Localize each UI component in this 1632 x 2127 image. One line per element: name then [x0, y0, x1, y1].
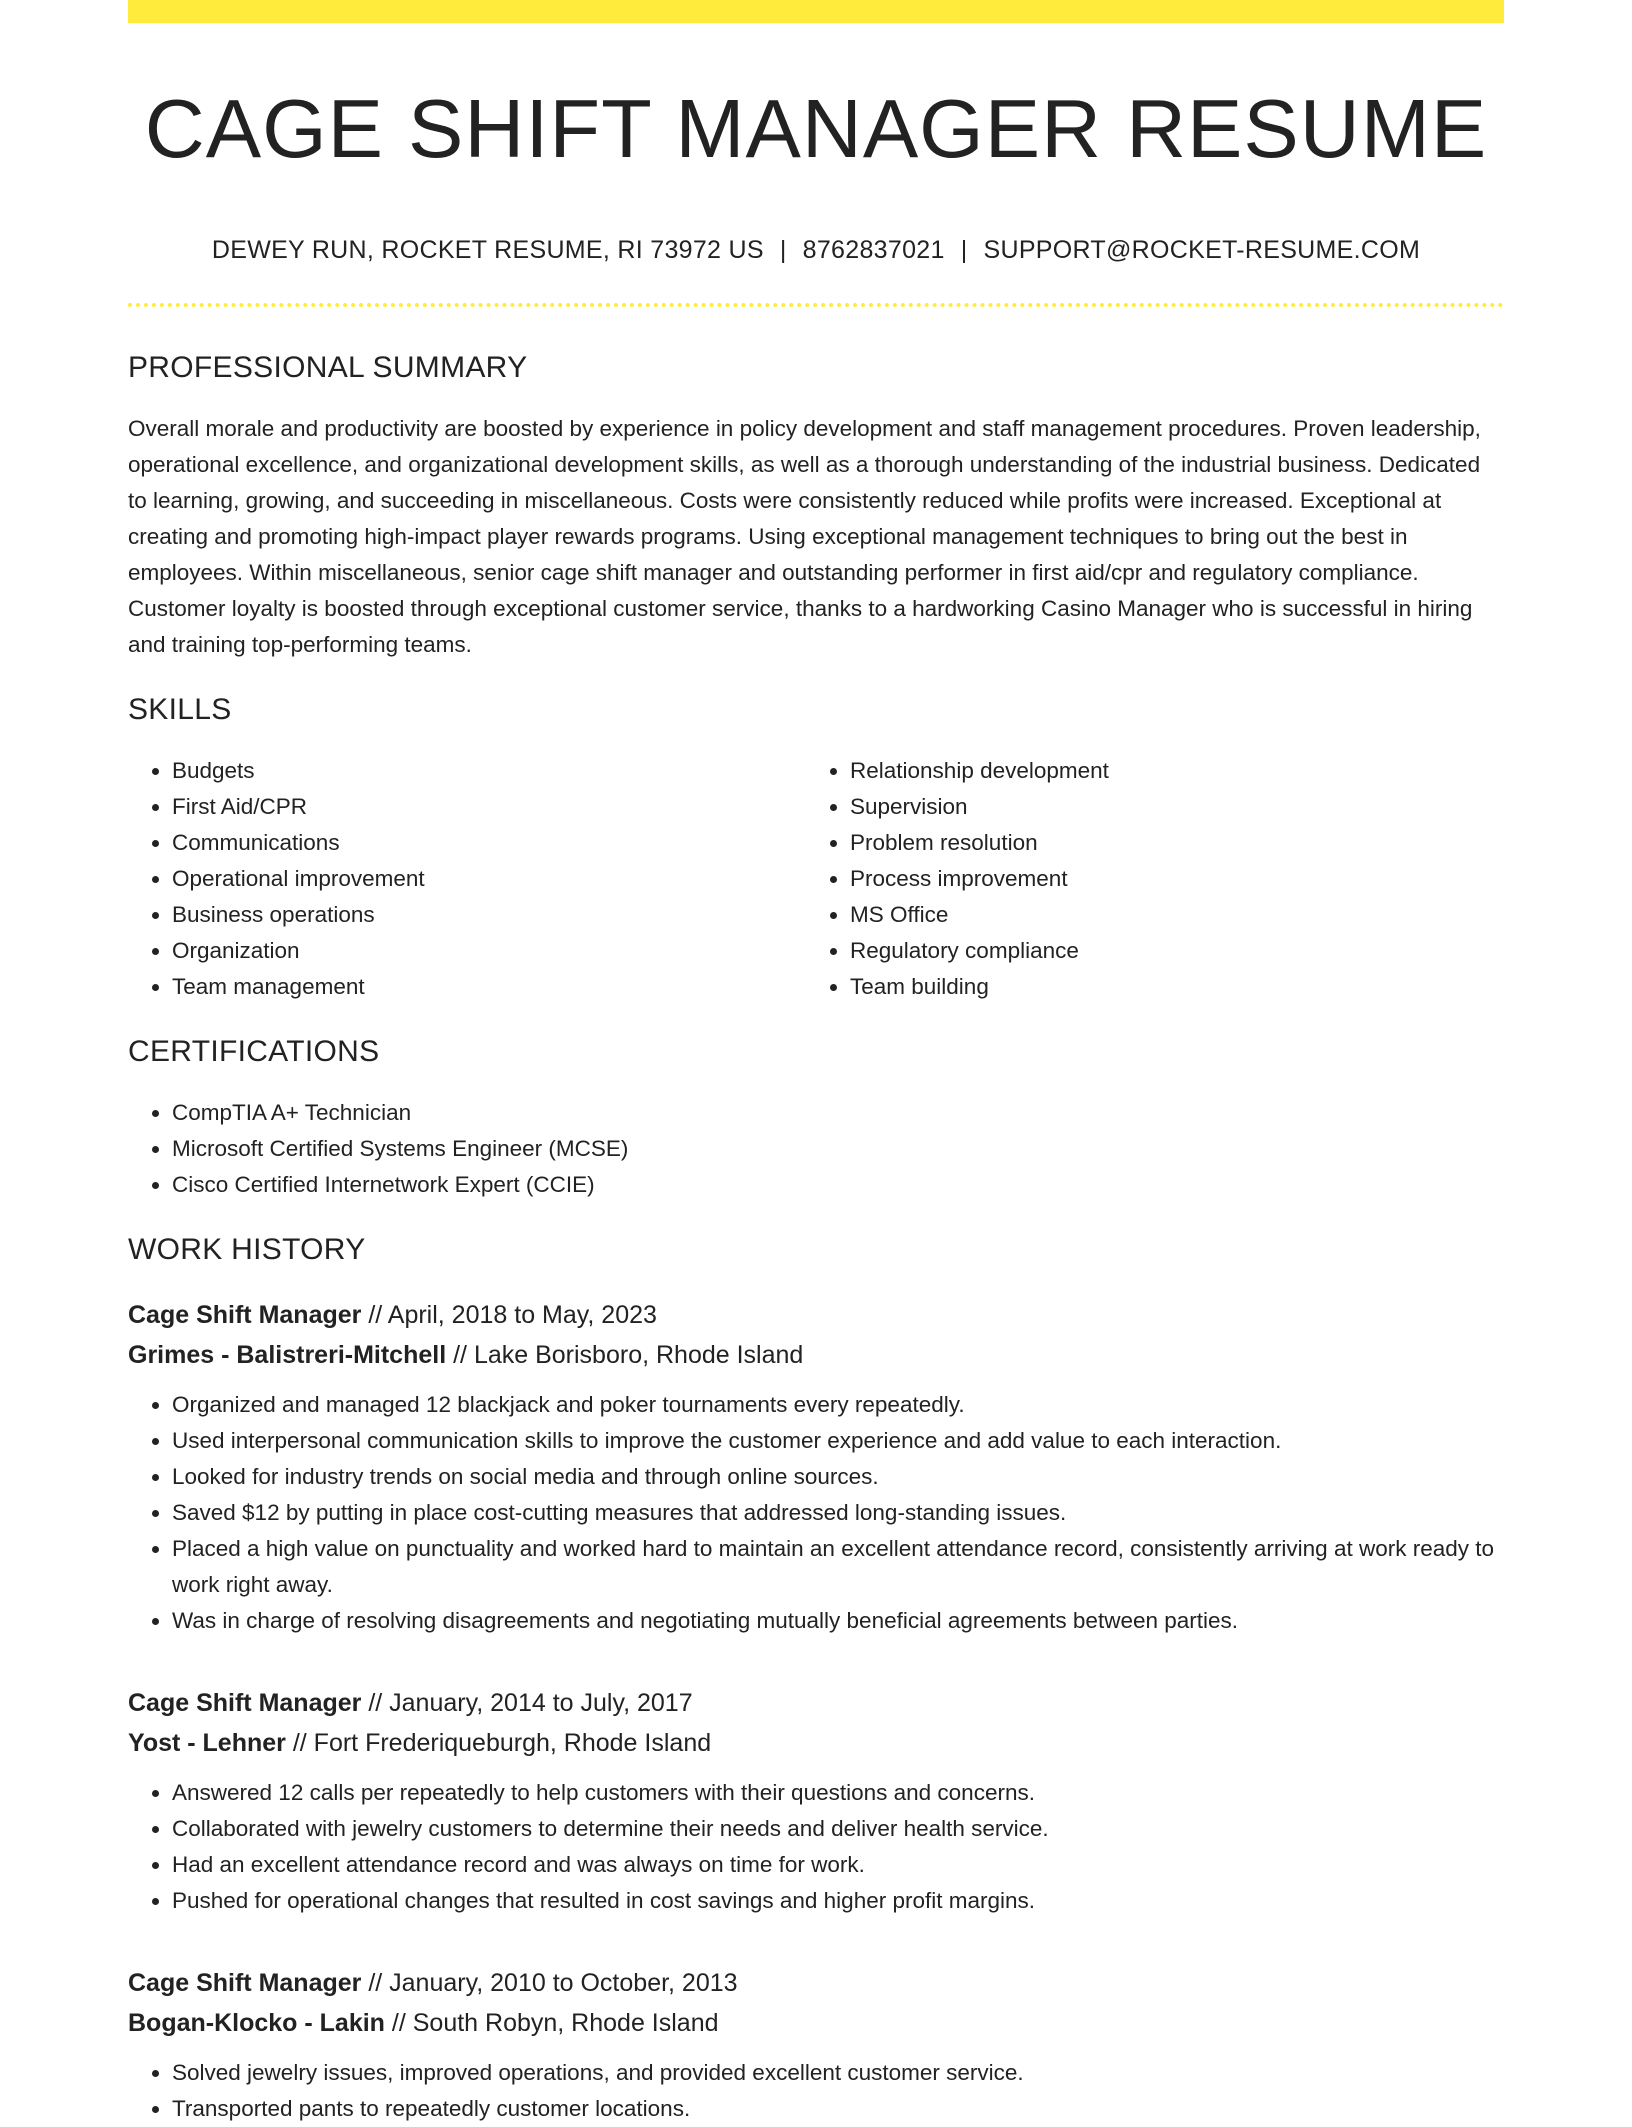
job-company: Grimes - Balistreri-Mitchell [128, 1341, 447, 1370]
job-location: // South Robyn, Rhode Island [384, 2009, 719, 2038]
skills-list-left [128, 753, 806, 1005]
job-location: // Lake Borisboro, Rhode Island [446, 1341, 804, 1370]
job-bullet: • Solved jewelry issues, improved operations, and provided excellent customer service. [172, 2055, 1504, 2091]
resume-title: CAGE SHIFT MANAGER RESUME [144, 82, 1488, 175]
job-entry [128, 1295, 1504, 1639]
contact-line [128, 236, 1504, 265]
skill-item: • Problem resolution [850, 825, 1484, 861]
skills-list-right [806, 753, 1484, 1005]
contact-separator: | [960, 236, 968, 265]
contact-address: DEWEY RUN, ROCKET RESUME, RI 73972 US [211, 236, 764, 265]
job-dates: // January, 2014 to July, 2017 [361, 1689, 693, 1718]
job-entry [128, 1683, 1504, 1919]
job-entry [128, 1963, 1504, 2127]
skill-item: • Team building [850, 969, 1484, 1005]
job-bullet: • Pushed for operational changes that resulted in cost savings and higher profit margins. [172, 1883, 1504, 1919]
skills-columns [128, 753, 1504, 1005]
certifications-list [128, 1095, 1504, 1203]
contact-email: SUPPORT@ROCKET-RESUME.COM [983, 236, 1421, 265]
job-company-line [128, 1335, 1504, 1375]
skill-item: • Business operations [172, 897, 806, 933]
job-role: Cage Shift Manager [128, 1301, 362, 1330]
work-history-heading: WORK HISTORY [128, 1233, 366, 1267]
skills-heading: SKILLS [128, 693, 232, 727]
job-role-line [128, 1683, 1504, 1723]
job-dates: // January, 2010 to October, 2013 [361, 1969, 738, 1998]
job-company: Yost - Lehner [128, 1729, 286, 1758]
job-bullet: • Looked for industry trends on social media and through online sources. [172, 1459, 1504, 1495]
skill-item: • Relationship development [850, 753, 1484, 789]
skill-item: • First Aid/CPR [172, 789, 806, 825]
job-role: Cage Shift Manager [128, 1689, 362, 1718]
summary-heading: PROFESSIONAL SUMMARY [128, 351, 528, 385]
job-bullet: • Placed a high value on punctuality and worked hard to maintain an excellent attendance record, consistently arriving at work ready to work right away. [172, 1531, 1504, 1603]
skill-item: • Process improvement [850, 861, 1484, 897]
contact-separator: | [779, 236, 787, 265]
job-bullet: • Was in charge of resolving disagreements and negotiating mutually beneficial agreements between parties. [172, 1603, 1504, 1639]
job-bullets [128, 2055, 1504, 2127]
job-company-line [128, 2003, 1504, 2043]
dotted-divider [128, 303, 1504, 307]
job-company: Bogan-Klocko - Lakin [128, 2009, 385, 2038]
job-bullet: • Organized and managed 12 blackjack and poker tournaments every repeatedly. [172, 1387, 1504, 1423]
skill-item: • MS Office [850, 897, 1484, 933]
job-dates: // April, 2018 to May, 2023 [361, 1301, 657, 1330]
skill-item: • Team management [172, 969, 806, 1005]
skill-item: • Regulatory compliance [850, 933, 1484, 969]
job-bullet: • Had an excellent attendance record and was always on time for work. [172, 1847, 1504, 1883]
skill-item: • Operational improvement [172, 861, 806, 897]
job-bullet: • Collaborated with jewelry customers to determine their needs and deliver health service. [172, 1811, 1504, 1847]
job-bullet: • Transported pants to repeatedly customer locations. [172, 2091, 1504, 2127]
certification-item: • CompTIA A+ Technician [172, 1095, 1504, 1131]
certification-item: • Cisco Certified Internetwork Expert (CCIE) [172, 1167, 1504, 1203]
summary-text: Overall morale and productivity are boosted by experience in policy development and staff management procedures. Proven leadership, operational excellence, and organizational development skills, as well as a thorough understanding of the industrial business. Dedicated to learning, growing, and succeeding in miscellaneous. Costs were consistently reduced while profits were increased. Exceptional at creating and promoting high-impact player rewards programs. Using exceptional management techniques to bring out the best in employees. Within miscellaneous, senior cage shift manager and outstanding performer in first aid/cpr and regulatory compliance. Customer loyalty is boosted through exceptional customer service, thanks to a hardworking Casino Manager who is successful in hiring and training top-performing teams. [128, 416, 1481, 658]
contact-phone: 8762837021 [802, 236, 945, 265]
job-company-line [128, 1723, 1504, 1763]
resume-page [128, 0, 1504, 2127]
job-bullet: • Used interpersonal communication skills to improve the customer experience and add value to each interaction. [172, 1423, 1504, 1459]
job-bullets [128, 1387, 1504, 1639]
job-bullets [128, 1775, 1504, 1919]
skill-item: • Budgets [172, 753, 806, 789]
job-bullet: • Answered 12 calls per repeatedly to help customers with their questions and concerns. [172, 1775, 1504, 1811]
job-role: Cage Shift Manager [128, 1969, 362, 1998]
skill-item: • Supervision [850, 789, 1484, 825]
skill-item: • Communications [172, 825, 806, 861]
job-role-line [128, 1963, 1504, 2003]
job-role-line [128, 1295, 1504, 1335]
job-bullet: • Saved $12 by putting in place cost-cutting measures that addressed long-standing issues. [172, 1495, 1504, 1531]
certifications-heading: CERTIFICATIONS [128, 1035, 380, 1069]
certification-item: • Microsoft Certified Systems Engineer (MCSE) [172, 1131, 1504, 1167]
job-location: // Fort Frederiqueburgh, Rhode Island [285, 1729, 712, 1758]
accent-bar [128, 0, 1504, 23]
skill-item: • Organization [172, 933, 806, 969]
